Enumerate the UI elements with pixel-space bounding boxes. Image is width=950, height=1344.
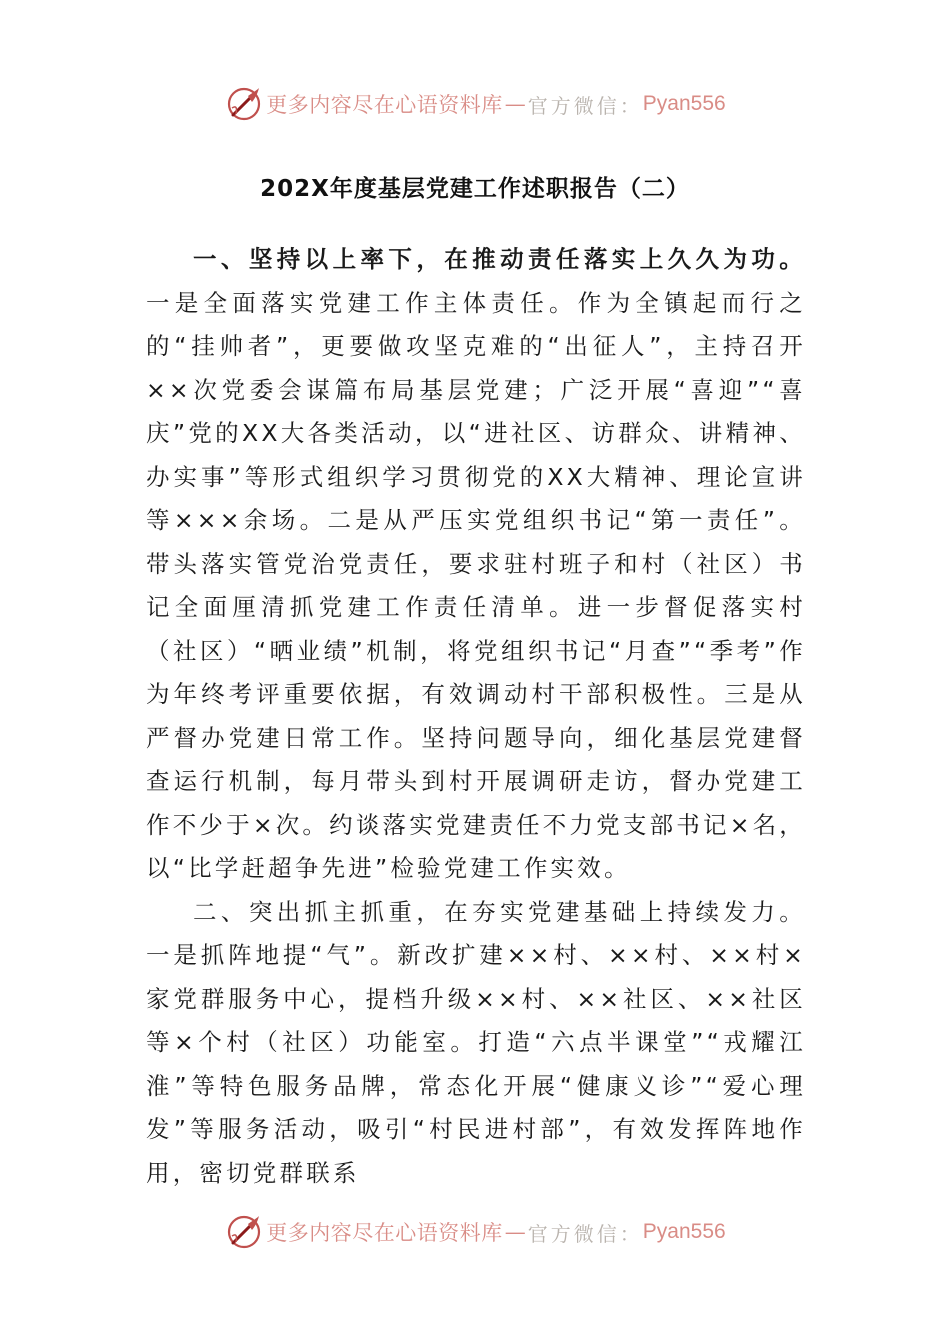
paragraph-1 bbox=[146, 238, 806, 891]
quill-seal-logo-icon bbox=[224, 84, 264, 124]
banner-wechat-label: 官方微信： bbox=[527, 1221, 643, 1246]
banner-wechat-id: Pyan556 bbox=[642, 92, 726, 115]
document-title: 202X年度基层党建工作述职报告（二） bbox=[260, 176, 690, 202]
paragraph-2 bbox=[146, 891, 806, 1196]
banner-text: 更多内容尽在心语资料库 bbox=[266, 93, 503, 117]
banner-wechat-id: Pyan556 bbox=[642, 1220, 726, 1243]
banner-wechat-label: 官方微信： bbox=[527, 93, 643, 118]
paragraph-2-text: 二、突出抓主抓重，在夯实党建基础上持续发力。一是抓阵地提“气”。新改扩建××村、××村、××村×家党群服务中心，提档升级××村、××社区、××社区等×个村（社区）功能室。打造“六点半课堂”“戎耀江淮”等特色服务品牌，常态化开展“健康义诊”“爱心理发”等服务活动，吸引“村民进村部”，有效发挥阵地作用，密切党群联系 bbox=[146, 897, 806, 1187]
quill-seal-logo-icon bbox=[224, 1212, 264, 1252]
banner-text: 更多内容尽在心语资料库 bbox=[266, 1221, 503, 1245]
header-watermark-banner bbox=[0, 82, 950, 126]
banner-dash: — bbox=[504, 1220, 526, 1244]
document-body bbox=[146, 238, 806, 1195]
paragraph-1-text: 一是全面落实党建工作主体责任。作为全镇起而行之的“挂帅者”，更要做攻坚克难的“出征人”，主持召开××次党委会谋篇布局基层党建；广泛开展“喜迎”“喜庆”党的XX大各类活动，以“进社区、访群众、讲精神、办实事”等形式组织学习贯彻党的XX大精神、理论宣讲等×××余场。二是从严压实党组织书记“第一责任”。带头落实管党治党责任，要求驻村班子和村（社区）书记全面厘清抓党建工作责任清单。进一步督促落实村（社区）“晒业绩”机制，将党组织书记“月查”“季考”作为年终考评重要依据，有效调动村干部积极性。三是从严督办党建日常工作。坚持问题导向，细化基层党建督查运行机制，每月带头到村开展调研走访，督办党建工作不少于×次。约谈落实党建责任不力党支部书记×名，以“比学赶超争先进”检验党建工作实效。 bbox=[146, 288, 806, 882]
paragraph-1-lead: 一、坚持以上率下，在推动责任落实上久久为功。 bbox=[193, 245, 806, 273]
footer-watermark-banner bbox=[0, 1210, 950, 1254]
banner-dash: — bbox=[504, 92, 526, 116]
